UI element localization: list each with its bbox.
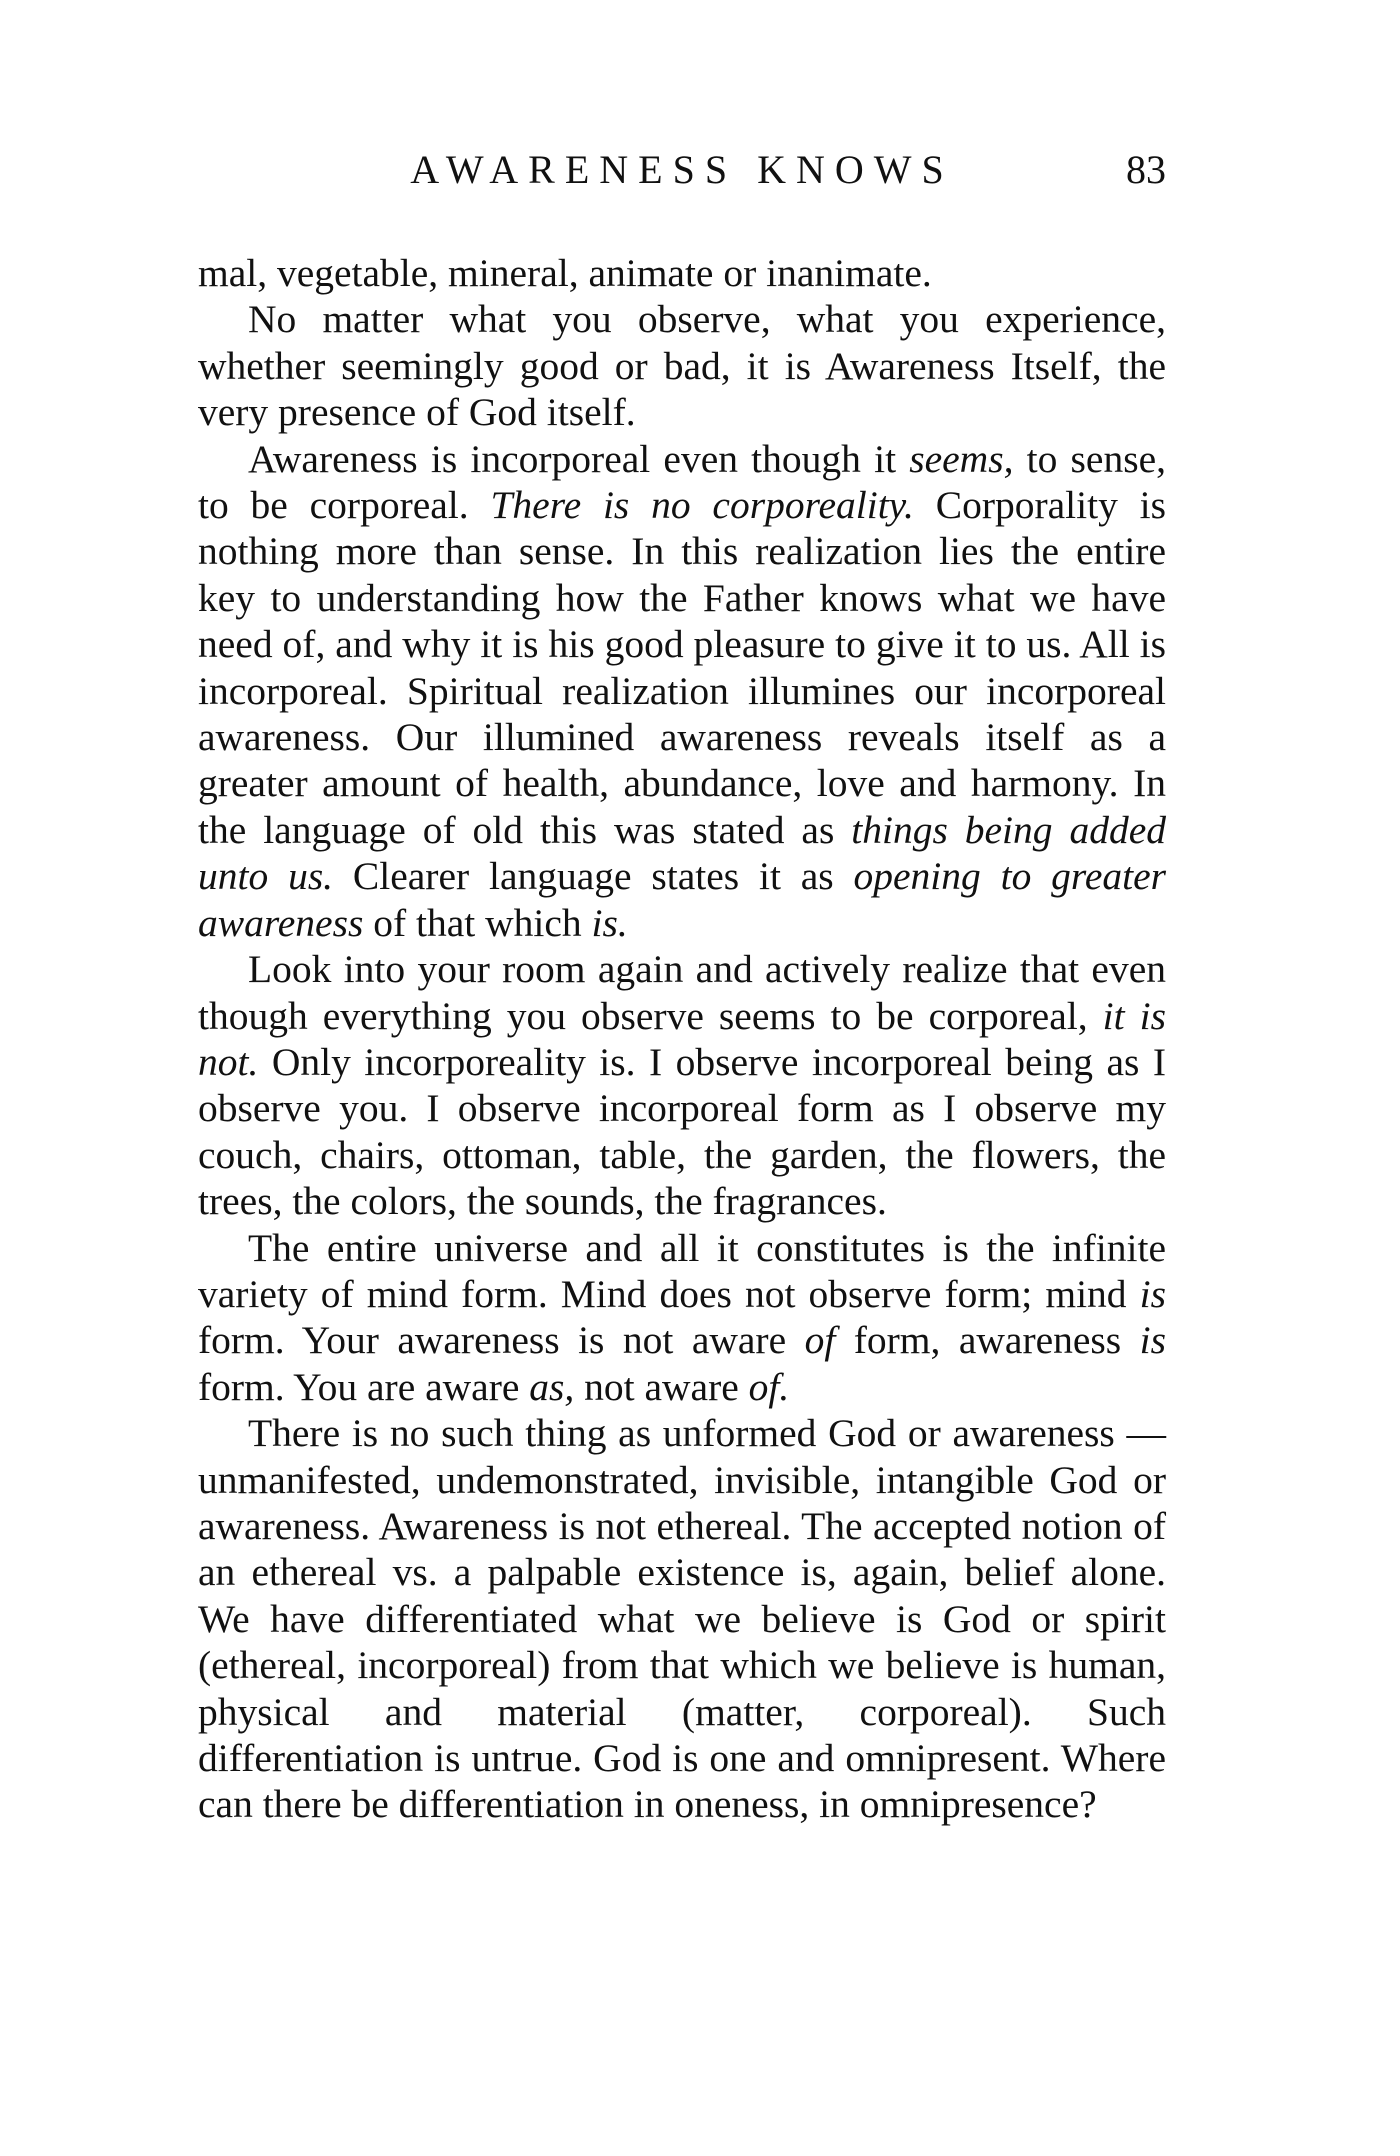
running-head <box>198 140 1166 200</box>
italic-text-run: is <box>1139 1271 1166 1316</box>
text-run: of that which <box>363 900 592 945</box>
paragraph-4 <box>198 946 1166 1224</box>
italic-text-run: There is no corporeality. <box>490 483 914 528</box>
text-run: Only incorporeality is. I observe incorporeal being as I observe you. I observe incorporeal form as I observe my couch, chairs, ottoman, table, the garden, the flowers, the trees, the colors, the sounds, the fragrances. <box>198 1039 1166 1224</box>
italic-text-run: of. <box>748 1364 790 1409</box>
running-head-title: AWARENESS KNOWS <box>410 147 954 192</box>
paragraph-2 <box>198 296 1166 435</box>
text-run: Look into your room again and actively realize that even though everything you observe seems to be corporeal, <box>198 947 1166 1038</box>
italic-text-run: is. <box>591 900 628 945</box>
italic-text-run: is <box>1139 1318 1166 1363</box>
italic-text-run: of <box>804 1318 836 1363</box>
text-run: Awareness is incorporeal even though it <box>248 436 910 481</box>
italic-text-run: seems, <box>909 436 1014 481</box>
text-run: Clearer language states it as <box>333 854 854 899</box>
text-run: There is no such thing as unformed God or awareness — unmanifested, undemonstrated, invisible, intangible God or awareness. Awareness is not ethereal. The accepted notion of an ethereal vs. a palpable existence is, again, belief alone. We have differentiated what we believe is God or spirit (ethereal, incorporeal) from that which we believe is human, physical and material (matter, corporeal). Such differentiation is untrue. God is one and omnipresent. Where can there be differentiation in oneness, in omnipresence? <box>198 1411 1166 1827</box>
text-run: not aware <box>574 1364 749 1409</box>
text-run: mal, vegetable, mineral, animate or inanimate. <box>198 251 932 295</box>
text-run: No matter what you observe, what you experience, whether seemingly good or bad, it is Awareness Itself, the very presence of God itself. <box>198 297 1166 435</box>
italic-text-run: it is not. <box>198 993 1166 1084</box>
text-run: form. Your awareness is not aware <box>198 1318 805 1363</box>
page-number: 83 <box>1126 147 1166 192</box>
italic-text-run: opening to greater awareness <box>198 854 1166 945</box>
body-text <box>198 250 1166 1828</box>
paragraph-5 <box>198 1225 1166 1411</box>
paragraph-1 <box>198 250 1166 296</box>
paragraph-3 <box>198 436 1166 946</box>
text-run: form, awareness <box>835 1318 1140 1363</box>
text-run: Corporality is nothing more than sense. In this realization lies the entire key to understanding how the Father knows what we have need of, and why it is his good pleasure to give it to us. All is incorporeal. Spiritual realization illumines our incorporeal awareness. Our illumined awareness reveals itself as a greater amount of health, abundance, love and harmony. In the language of old this was stated as <box>198 483 1166 852</box>
text-run: form. You are aware <box>198 1364 530 1409</box>
italic-text-run: things being added unto us. <box>198 807 1167 899</box>
text-run: to sense, to be corporeal. <box>198 436 1166 528</box>
paragraph-6 <box>198 1410 1166 1828</box>
text-run: The entire universe and all it constitutes is the infinite variety of mind form. Mind does not observe form; mind <box>198 1225 1166 1316</box>
italic-text-run: as, <box>529 1364 575 1409</box>
